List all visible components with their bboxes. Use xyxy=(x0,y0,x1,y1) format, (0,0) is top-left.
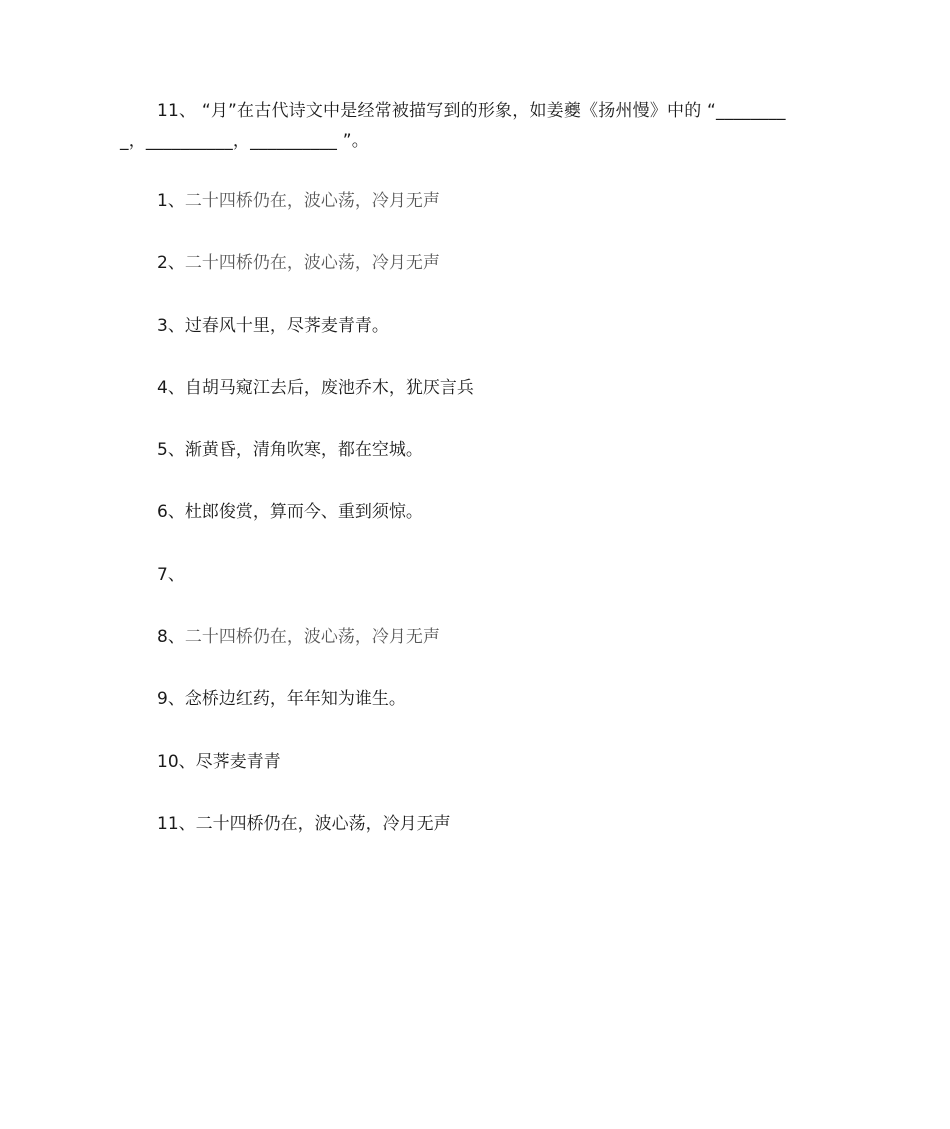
answer-item-5 xyxy=(157,435,474,497)
answer-text: 自胡马窥江去后，废池乔木，犹厌言兵 xyxy=(184,377,474,398)
answer-text: 杜郎俊赏，算而今、重到须惊。 xyxy=(184,502,423,523)
answer-item-9 xyxy=(157,684,474,746)
answer-text: 念桥边红药，年年知为谁生。 xyxy=(184,689,406,710)
answer-text: 二十四桥仍在，波心荡，冷月无声 xyxy=(195,813,451,834)
answer-number: 2、 xyxy=(157,253,185,274)
answer-item-6 xyxy=(157,497,474,559)
answer-item-10 xyxy=(157,747,474,809)
answer-number: 1、 xyxy=(157,191,185,211)
answer-item-7 xyxy=(157,560,474,622)
question-text-line-2: _，__________，__________ ”。 xyxy=(120,131,369,151)
answer-text: 渐黄昏，清角吹寒，都在空城。 xyxy=(184,440,423,461)
answer-number: 4、 xyxy=(157,377,185,398)
answer-text: 过春风十里，尽荠麦青青。 xyxy=(184,315,389,336)
question-paragraph xyxy=(120,96,835,156)
answer-number: 8、 xyxy=(157,627,185,648)
answer-number: 10、 xyxy=(157,751,196,772)
answer-number: 9、 xyxy=(157,689,185,710)
answer-number: 5、 xyxy=(157,440,185,461)
answer-item-3 xyxy=(157,311,474,373)
question-text-line-1: 11、 “月”在古代诗文中是经常被描写到的形象，如姜夔《扬州慢》中的 “________ xyxy=(157,101,786,121)
answer-item-2 xyxy=(157,248,474,310)
answer-text: 二十四桥仍在，波心荡，冷月无声 xyxy=(184,627,440,648)
answer-item-4 xyxy=(157,373,474,435)
answer-number: 11、 xyxy=(157,813,196,834)
answer-list xyxy=(157,186,474,871)
answer-text: 二十四桥仍在，波心荡，冷月无声 xyxy=(184,253,440,274)
answer-number: 7、 xyxy=(157,564,185,585)
answer-number: 6、 xyxy=(157,502,185,523)
answer-item-11 xyxy=(157,809,474,871)
answer-text: 二十四桥仍在，波心荡，冷月无声 xyxy=(184,191,440,211)
answer-item-1 xyxy=(157,186,474,248)
answer-text: 尽荠麦青青 xyxy=(195,751,281,772)
answer-item-8 xyxy=(157,622,474,684)
answer-number: 3、 xyxy=(157,315,185,336)
